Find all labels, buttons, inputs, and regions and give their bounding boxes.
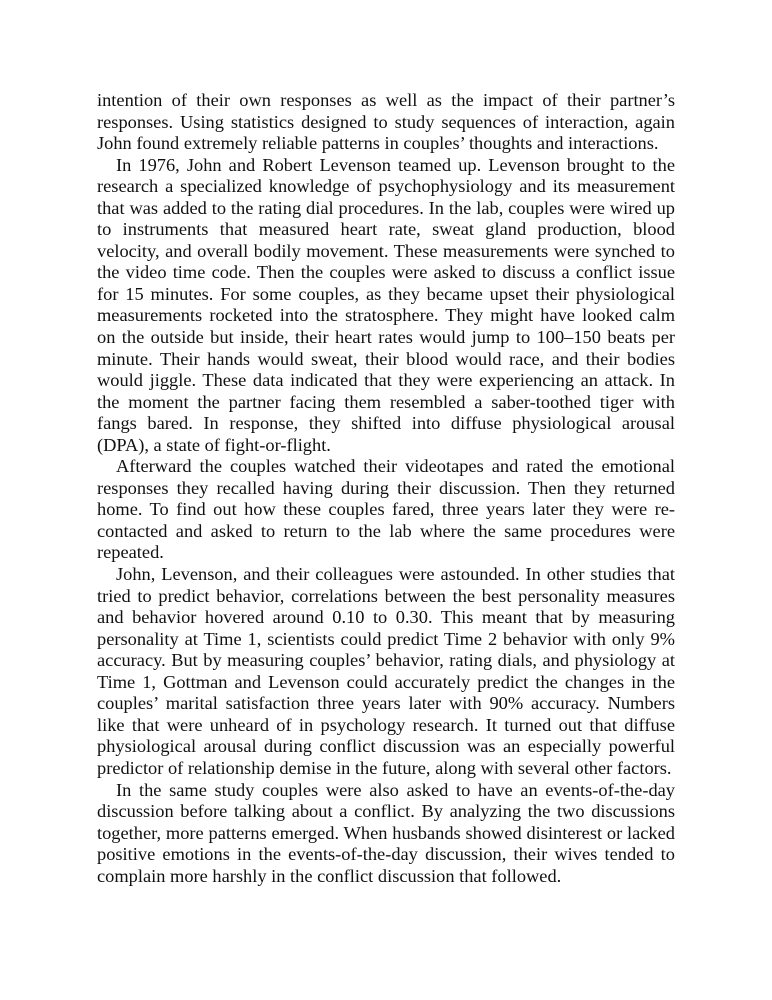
paragraph-5: In the same study couples were also asked to have an events-of-the-day discussion before talking about a conflict. By analyzing the two discussions together, more patterns emerged. When husbands showed disinterest or lacked positive emotions in the events-of-the-day discussion, their wives tended to complain more harshly in the conflict discussion that followed.: [97, 779, 675, 886]
paragraph-3: Afterward the couples watched their videotapes and rated the emotional responses they recalled having during their discussion. Then they returned home. To find out how these couples fared, three years later they were re-contacted and asked to return to the lab where the same procedures were repeated.: [97, 456, 675, 563]
paragraph-4: John, Levenson, and their colleagues were astounded. In other studies that tried to predict behavior, correlations between the best personality measures and behavior hovered around 0.10 to 0.30. This meant that by measuring personality at Time 1, scientists could predict Time 2 behavior with only 9% accuracy. But by measuring couples’ behavior, rating dials, and physiology at Time 1, Gottman and Levenson could accurately predict the changes in the couples’ marital satisfaction three years later with 90% accuracy. Numbers like that were unheard of in psychology research. It turned out that diffuse physiological arousal during conflict discussion was an especially powerful predictor of relationship demise in the future, along with several other factors.: [97, 564, 675, 778]
paragraph-2: In 1976, John and Robert Levenson teamed up. Levenson brought to the research a specialized knowledge of psychophysiology and its measurement that was added to the rating dial procedures. In the lab, couples were wired up to instruments that measured heart rate, sweat gland production, blood velocity, and overall bodily movement. These measurements were synched to the video time code. Then the couples were asked to discuss a conflict issue for 15 minutes. For some couples, as they became upset their physiological measurements rocketed into the stratosphere. They might have looked calm on the outside but inside, their heart rates would jump to 100–150 beats per minute. Their hands would sweat, their blood would race, and their bodies would jiggle. These data indicated that they were experiencing an attack. In the moment the partner facing them resembled a saber-toothed tiger with fangs bared. In response, they shifted into diffuse physiological arousal (DPA), a state of fight-or-flight.: [97, 154, 675, 455]
paragraph-1: intention of their own responses as well as the impact of their partner’s responses. Using statistics designed to study sequences of interaction, again John found extremely reliable patterns in couples’ thoughts and interactions.: [97, 90, 675, 154]
document-page: [97, 90, 675, 887]
